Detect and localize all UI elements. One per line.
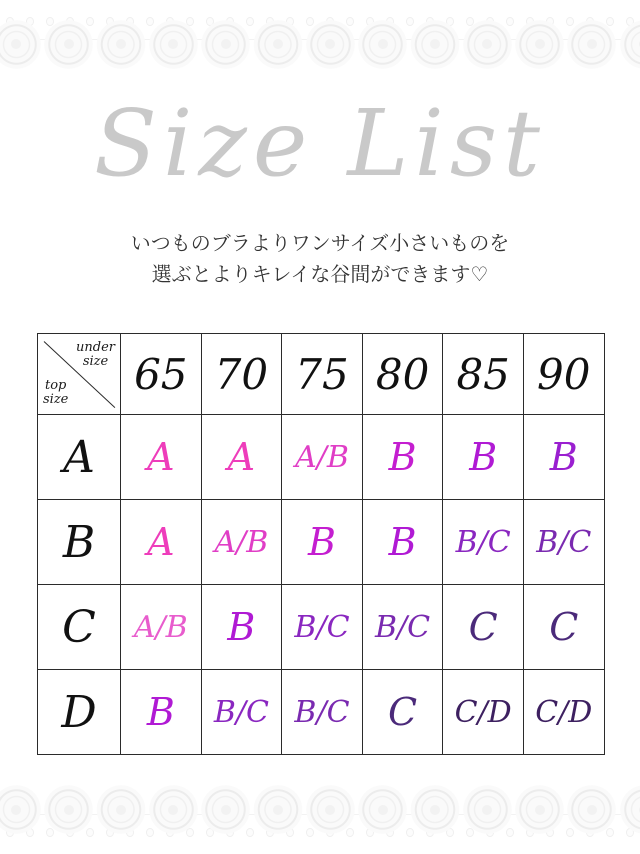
lace-band bbox=[0, 802, 640, 854]
lace-dot bbox=[166, 829, 173, 838]
lace-scallop bbox=[513, 16, 566, 73]
cell-a-85: B bbox=[443, 415, 524, 500]
lace-dot bbox=[306, 829, 313, 838]
column-header-80: 80 bbox=[362, 334, 443, 415]
lace-dot bbox=[386, 17, 393, 26]
lace-dot bbox=[546, 829, 553, 838]
cell-a-65: A bbox=[121, 415, 202, 500]
lace-scallop bbox=[618, 16, 640, 73]
lace-scallop bbox=[461, 781, 514, 838]
lace-dot bbox=[606, 829, 613, 838]
lace-dot bbox=[106, 829, 113, 838]
cell-d-80: C bbox=[362, 670, 443, 755]
lace-dot bbox=[66, 17, 73, 26]
lace-dot bbox=[146, 17, 153, 26]
lace-dot bbox=[446, 829, 453, 838]
cell-b-80: B bbox=[362, 500, 443, 585]
lace-dot bbox=[26, 829, 33, 838]
row-header-b: B bbox=[38, 500, 121, 585]
lace-dot bbox=[6, 829, 13, 838]
lace-dot bbox=[346, 829, 353, 838]
lace-scallop bbox=[618, 781, 640, 838]
table-corner-cell bbox=[38, 334, 121, 415]
size-table-container bbox=[37, 333, 604, 755]
lace-scallop bbox=[304, 781, 357, 838]
cell-c-85: C bbox=[443, 585, 524, 670]
lace-dot bbox=[466, 829, 473, 838]
lace-dot bbox=[86, 829, 93, 838]
lace-dot bbox=[126, 829, 133, 838]
cell-d-85: C/D bbox=[443, 670, 524, 755]
row-header-a: A bbox=[38, 415, 121, 500]
lace-scallop bbox=[409, 16, 462, 73]
lace-dot bbox=[186, 17, 193, 26]
cell-b-65: A bbox=[121, 500, 202, 585]
cell-c-70: B bbox=[201, 585, 282, 670]
lace-dot bbox=[86, 17, 93, 26]
lace-scallop bbox=[199, 16, 252, 73]
cell-a-80: B bbox=[362, 415, 443, 500]
cell-b-85: B/C bbox=[443, 500, 524, 585]
top-size-label: top size bbox=[43, 378, 69, 407]
lace-scallop bbox=[461, 16, 514, 73]
lace-dot bbox=[426, 17, 433, 26]
lace-dot bbox=[326, 829, 333, 838]
row-header-c: C bbox=[38, 585, 121, 670]
lace-dot bbox=[266, 829, 273, 838]
cell-a-75: A/B bbox=[282, 415, 363, 500]
table-row bbox=[38, 500, 605, 585]
lace-scallop bbox=[252, 781, 305, 838]
lace-border-bottom bbox=[0, 768, 640, 854]
lace-dot bbox=[66, 829, 73, 838]
column-header-85: 85 bbox=[443, 334, 524, 415]
lace-dot bbox=[626, 829, 633, 838]
lace-dot bbox=[226, 17, 233, 26]
row-header-d: D bbox=[38, 670, 121, 755]
lace-scallop bbox=[513, 781, 566, 838]
lace-scallop bbox=[147, 781, 200, 838]
column-header-65: 65 bbox=[121, 334, 202, 415]
lace-dot bbox=[246, 17, 253, 26]
lace-dot bbox=[406, 829, 413, 838]
cell-a-90: B bbox=[523, 415, 604, 500]
lace-scallop bbox=[356, 781, 409, 838]
cell-b-90: B/C bbox=[523, 500, 604, 585]
lace-dot bbox=[586, 17, 593, 26]
lace-scallop bbox=[565, 16, 618, 73]
subtitle bbox=[0, 228, 640, 290]
lace-dot-row bbox=[0, 818, 640, 848]
lace-scallop bbox=[304, 16, 357, 73]
lace-scallop bbox=[42, 781, 95, 838]
table-row bbox=[38, 415, 605, 500]
lace-dot bbox=[446, 17, 453, 26]
lace-dot bbox=[526, 17, 533, 26]
column-header-70: 70 bbox=[201, 334, 282, 415]
lace-scallop bbox=[95, 16, 148, 73]
lace-scallop bbox=[565, 781, 618, 838]
lace-dot bbox=[146, 829, 153, 838]
lace-dot bbox=[626, 17, 633, 26]
lace-dot bbox=[466, 17, 473, 26]
lace-dot bbox=[346, 17, 353, 26]
lace-dot bbox=[126, 17, 133, 26]
lace-scallop bbox=[147, 16, 200, 73]
lace-dot bbox=[426, 829, 433, 838]
lace-scallop bbox=[95, 781, 148, 838]
lace-dot bbox=[206, 829, 213, 838]
subtitle-line-1: いつものブラよりワンサイズ小さいものを bbox=[130, 231, 510, 255]
lace-dot bbox=[306, 17, 313, 26]
cell-a-70: A bbox=[201, 415, 282, 500]
lace-dot bbox=[46, 17, 53, 26]
lace-dot bbox=[266, 17, 273, 26]
lace-dot bbox=[226, 829, 233, 838]
subtitle-line-2: 選ぶとよりキレイな谷間ができます♡ bbox=[151, 262, 489, 286]
cell-c-75: B/C bbox=[282, 585, 363, 670]
lace-dot bbox=[246, 829, 253, 838]
lace-scallop bbox=[42, 16, 95, 73]
lace-dot bbox=[26, 17, 33, 26]
cell-d-65: B bbox=[121, 670, 202, 755]
page-title-word-2: List bbox=[347, 90, 547, 197]
lace-dot bbox=[486, 829, 493, 838]
table-header-row bbox=[38, 334, 605, 415]
lace-scallop bbox=[0, 16, 43, 73]
lace-dot bbox=[106, 17, 113, 26]
lace-scallop bbox=[409, 781, 462, 838]
lace-scallop-row bbox=[0, 768, 640, 838]
page-title bbox=[0, 90, 640, 197]
column-header-90: 90 bbox=[523, 334, 604, 415]
lace-dot bbox=[546, 17, 553, 26]
table-row bbox=[38, 585, 605, 670]
lace-dot bbox=[286, 829, 293, 838]
cell-c-80: B/C bbox=[362, 585, 443, 670]
lace-dot bbox=[566, 829, 573, 838]
lace-dot-row bbox=[0, 6, 640, 36]
lace-dot bbox=[366, 829, 373, 838]
cell-c-65: A/B bbox=[121, 585, 202, 670]
lace-dot bbox=[606, 17, 613, 26]
lace-dot bbox=[526, 829, 533, 838]
lace-edge-line bbox=[0, 814, 640, 815]
lace-band bbox=[0, 0, 640, 52]
lace-scallop-row bbox=[0, 16, 640, 86]
table-row bbox=[38, 670, 605, 755]
lace-border-top bbox=[0, 0, 640, 86]
lace-dot bbox=[486, 17, 493, 26]
lace-scallop bbox=[356, 16, 409, 73]
lace-edge-line bbox=[0, 39, 640, 40]
lace-dot bbox=[286, 17, 293, 26]
lace-dot bbox=[366, 17, 373, 26]
cell-d-70: B/C bbox=[201, 670, 282, 755]
cell-b-75: B bbox=[282, 500, 363, 585]
lace-dot bbox=[406, 17, 413, 26]
size-table bbox=[37, 333, 605, 755]
lace-scallop bbox=[199, 781, 252, 838]
lace-dot bbox=[386, 829, 393, 838]
lace-scallop bbox=[0, 781, 43, 838]
lace-dot bbox=[586, 829, 593, 838]
lace-dot bbox=[6, 17, 13, 26]
column-header-75: 75 bbox=[282, 334, 363, 415]
cell-d-90: C/D bbox=[523, 670, 604, 755]
lace-dot bbox=[566, 17, 573, 26]
under-size-label: under size bbox=[76, 340, 115, 369]
cell-b-70: A/B bbox=[201, 500, 282, 585]
lace-scallop bbox=[252, 16, 305, 73]
page-title-word-1: Size bbox=[93, 90, 314, 197]
lace-dot bbox=[166, 17, 173, 26]
lace-dot bbox=[506, 17, 513, 26]
lace-dot bbox=[46, 829, 53, 838]
lace-dot bbox=[206, 17, 213, 26]
lace-dot bbox=[506, 829, 513, 838]
cell-c-90: C bbox=[523, 585, 604, 670]
cell-d-75: B/C bbox=[282, 670, 363, 755]
lace-dot bbox=[326, 17, 333, 26]
lace-dot bbox=[186, 829, 193, 838]
